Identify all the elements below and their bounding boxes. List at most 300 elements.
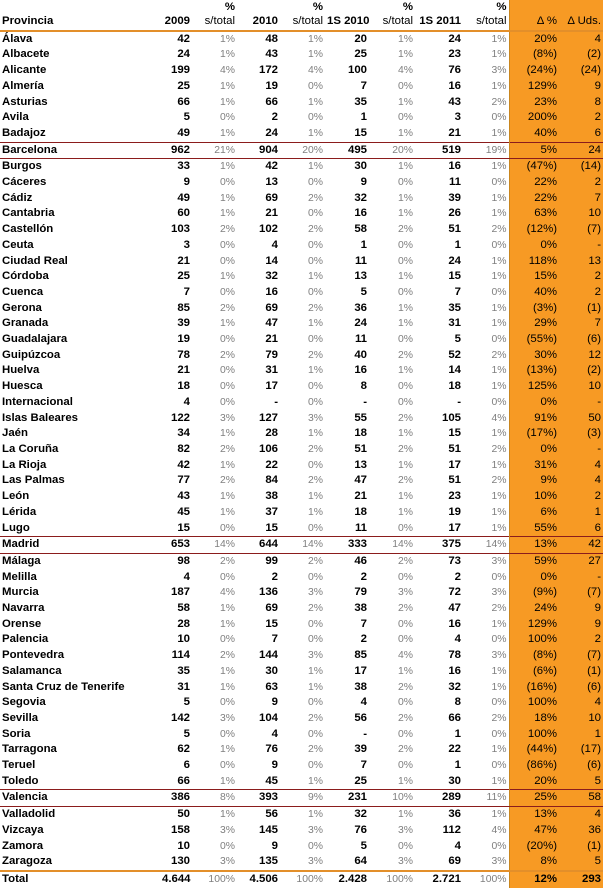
cell-stotal-1: 1%	[219, 428, 235, 440]
cell-stotal-1: 2%	[219, 443, 235, 455]
cell-1s-2010: 20	[354, 32, 367, 45]
cell-stotal-2: 0%	[307, 208, 323, 220]
cell-1s-2010: 56	[354, 711, 367, 724]
cell-2010: 2	[271, 570, 278, 583]
table-row	[0, 110, 603, 126]
cell-delta-uds: 24	[559, 142, 603, 159]
cell-stotal-2: 1%	[307, 365, 323, 377]
cell-delta-uds: (7)	[559, 585, 603, 601]
cell-stotal-4: 1%	[491, 127, 507, 139]
total-stotal-3: 100%	[369, 871, 415, 888]
cell-2009: 187	[170, 586, 190, 599]
cell-stotal-4: 1%	[491, 255, 507, 267]
cell-1s-2011: 39	[448, 191, 461, 204]
cell-stotal-1: 1%	[219, 459, 235, 471]
cell-2009: 10	[177, 633, 190, 646]
cell-stotal-2: 4%	[307, 65, 323, 77]
cell-stotal-2: 2%	[307, 712, 323, 724]
cell-2009: 50	[177, 808, 190, 821]
table-row	[0, 316, 603, 332]
cell-2009: 4	[183, 570, 190, 583]
cell-stotal-1: 1%	[219, 33, 235, 45]
cell-delta-pct: 5%	[509, 142, 559, 159]
total-2010: 4.506	[237, 871, 280, 888]
cell-delta-uds: 5	[559, 854, 603, 871]
cell-stotal-4: 1%	[491, 208, 507, 220]
cell-1s-2011: 72	[448, 586, 461, 599]
cell-delta-pct: 47%	[509, 823, 559, 839]
cell-stotal-1: 0%	[219, 571, 235, 583]
cell-stotal-2: 0%	[307, 618, 323, 630]
cell-stotal-4: 0%	[491, 177, 507, 189]
cell-stotal-3: 3%	[397, 824, 413, 836]
cell-2009: 9	[183, 176, 190, 189]
cell-2010: 16	[265, 285, 278, 298]
cell-stotal-2: 0%	[307, 728, 323, 740]
cell-delta-uds: 4	[559, 31, 603, 48]
cell-stotal-4: 0%	[491, 728, 507, 740]
cell-stotal-1: 0%	[219, 334, 235, 346]
cell-2009: 3	[183, 238, 190, 251]
table-row	[0, 332, 603, 348]
cell-2009: 49	[177, 191, 190, 204]
cell-delta-pct: 125%	[509, 379, 559, 395]
cell-delta-pct: 0%	[509, 570, 559, 586]
cell-2009: 82	[177, 442, 190, 455]
cell-delta-pct: 40%	[509, 285, 559, 301]
cell-2009: 130	[170, 855, 190, 868]
cell-2009: 653	[160, 537, 192, 554]
cell-2010: 56	[265, 808, 278, 821]
cell-stotal-4: 1%	[491, 459, 507, 471]
cell-2010: 7	[271, 633, 278, 646]
cell-1s-2011: 22	[448, 743, 461, 756]
cell-1s-2010: 16	[354, 364, 367, 377]
cell-2009: 21	[177, 254, 190, 267]
table-row	[0, 570, 603, 586]
cell-delta-uds: 10	[559, 711, 603, 727]
cell-2010: 14	[265, 254, 278, 267]
cell-provincia: Orense	[2, 617, 42, 630]
cell-stotal-4: 3%	[491, 856, 507, 868]
cell-stotal-3: 14%	[369, 537, 415, 554]
cell-2009: 42	[177, 32, 190, 45]
cell-provincia: Murcia	[2, 586, 39, 599]
cell-stotal-2: 0%	[307, 255, 323, 267]
cell-stotal-2: 1%	[307, 271, 323, 283]
cell-provincia: Valladolid	[2, 808, 56, 821]
cell-provincia: Vizcaya	[2, 823, 44, 836]
cell-provincia: Zamora	[2, 839, 44, 852]
cell-2010: 21	[265, 333, 278, 346]
cell-stotal-4: 3%	[491, 555, 507, 567]
cell-stotal-3: 1%	[397, 775, 413, 787]
cell-stotal-2: 0%	[307, 112, 323, 124]
cell-stotal-1: 1%	[219, 208, 235, 220]
cell-delta-pct: 20%	[509, 31, 559, 48]
cell-1s-2010: 5	[360, 285, 367, 298]
cell-1s-2011: 73	[448, 554, 461, 567]
cell-delta-pct: 13%	[509, 537, 559, 554]
cell-stotal-4: 4%	[491, 412, 507, 424]
table-body	[0, 31, 603, 871]
cell-stotal-2: 3%	[307, 650, 323, 662]
cell-stotal-1: 0%	[219, 112, 235, 124]
cell-2010: 4	[271, 238, 278, 251]
cell-stotal-3: 0%	[397, 255, 413, 267]
cell-stotal-2: 1%	[307, 127, 323, 139]
cell-provincia: Cantabria	[2, 207, 55, 220]
table-row	[0, 238, 603, 254]
table-row	[0, 680, 603, 696]
cell-stotal-2: 0%	[307, 396, 323, 408]
cell-1s-2010: 18	[354, 505, 367, 518]
cell-2010: 76	[265, 743, 278, 756]
cell-stotal-4: 2%	[491, 224, 507, 236]
cell-stotal-3: 1%	[397, 506, 413, 518]
cell-delta-uds: -	[559, 238, 603, 254]
cell-delta-uds: 4	[559, 807, 603, 823]
cell-stotal-1: 4%	[219, 587, 235, 599]
cell-stotal-2: 20%	[280, 142, 325, 159]
cell-stotal-4: 1%	[491, 618, 507, 630]
cell-stotal-2: 3%	[307, 412, 323, 424]
cell-2010: 136	[258, 586, 278, 599]
cell-1s-2011: 1	[454, 727, 461, 740]
cell-stotal-2: 0%	[307, 459, 323, 471]
cell-stotal-1: 0%	[219, 697, 235, 709]
cell-1s-2010: 55	[354, 411, 367, 424]
cell-stotal-4: 0%	[491, 239, 507, 251]
cell-delta-uds: 6	[559, 521, 603, 537]
cell-stotal-4: 2%	[491, 443, 507, 455]
cell-2009: 34	[177, 427, 190, 440]
cell-stotal-2: 1%	[307, 318, 323, 330]
total-stotal-2: 100%	[280, 871, 325, 888]
cell-1s-2011: 24	[448, 32, 461, 45]
cell-2009: 77	[177, 474, 190, 487]
cell-provincia: Zaragoza	[2, 855, 53, 868]
cell-stotal-2: 3%	[307, 856, 323, 868]
cell-stotal-4: 1%	[491, 381, 507, 393]
cell-stotal-3: 4%	[397, 65, 413, 77]
cell-1s-2010: 46	[354, 554, 367, 567]
cell-1s-2011: 8	[454, 696, 461, 709]
table-row	[0, 839, 603, 855]
cell-1s-2010: 25	[354, 774, 367, 787]
table-row	[0, 648, 603, 664]
cell-1s-2010: 9	[360, 176, 367, 189]
cell-provincia: Cuenca	[2, 285, 44, 298]
cell-delta-pct: (24%)	[509, 63, 559, 79]
cell-provincia: Alicante	[2, 64, 47, 77]
cell-delta-pct: 29%	[509, 316, 559, 332]
cell-1s-2010: 32	[354, 191, 367, 204]
total-1s-2011: 2.721	[415, 871, 463, 888]
cell-provincia: Cádiz	[2, 191, 33, 204]
cell-stotal-1: 2%	[219, 555, 235, 567]
cell-delta-uds: 7	[559, 316, 603, 332]
cell-delta-uds: 7	[559, 191, 603, 207]
cell-delta-pct: 13%	[509, 807, 559, 823]
cell-stotal-3: 0%	[397, 334, 413, 346]
cell-stotal-3: 1%	[397, 491, 413, 503]
cell-stotal-1: 2%	[219, 650, 235, 662]
cell-1s-2011: 21	[448, 126, 461, 139]
cell-2010: 31	[265, 364, 278, 377]
cell-2010: 904	[237, 142, 280, 159]
cell-1s-2011: 69	[448, 855, 461, 868]
cell-stotal-2: 2%	[307, 603, 323, 615]
cell-stotal-4: 0%	[491, 112, 507, 124]
cell-2010: 45	[265, 774, 278, 787]
cell-1s-2010: 38	[354, 680, 367, 693]
table-row	[0, 601, 603, 617]
cell-2010: 42	[265, 160, 278, 173]
cell-stotal-3: 1%	[397, 192, 413, 204]
cell-stotal-1: 1%	[219, 161, 235, 173]
cell-delta-uds: 27	[559, 553, 603, 569]
header-2010: 2010	[237, 14, 280, 31]
cell-stotal-4: 1%	[491, 192, 507, 204]
cell-delta-pct: (17%)	[509, 426, 559, 442]
cell-stotal-3: 1%	[397, 365, 413, 377]
table-row	[0, 206, 603, 222]
table-row	[0, 63, 603, 79]
cell-provincia: Granada	[2, 317, 49, 330]
cell-stotal-1: 1%	[219, 318, 235, 330]
table-row	[0, 175, 603, 191]
cell-1s-2011: 19	[448, 505, 461, 518]
cell-stotal-2: 0%	[307, 239, 323, 251]
cell-1s-2010: 11	[354, 521, 367, 534]
cell-1s-2010: 7	[360, 759, 367, 772]
cell-stotal-2: 0%	[307, 334, 323, 346]
cell-1s-2011: 15	[448, 427, 461, 440]
cell-stotal-4: 3%	[491, 650, 507, 662]
cell-delta-pct: (8%)	[509, 648, 559, 664]
table-row	[0, 79, 603, 95]
cell-provincia: Ceuta	[2, 238, 34, 251]
cell-stotal-4: 1%	[491, 491, 507, 503]
cell-2010: 15	[265, 521, 278, 534]
cell-2009: 19	[177, 333, 190, 346]
cell-provincia: Álava	[2, 32, 33, 45]
cell-stotal-4: 1%	[491, 49, 507, 61]
cell-2010: 13	[265, 176, 278, 189]
cell-stotal-2: 1%	[307, 96, 323, 108]
cell-2009: 45	[177, 505, 190, 518]
cell-2010: 84	[265, 474, 278, 487]
table-row	[0, 585, 603, 601]
cell-delta-pct: 24%	[509, 601, 559, 617]
cell-stotal-1: 0%	[219, 177, 235, 189]
cell-stotal-3: 0%	[397, 618, 413, 630]
cell-stotal-1: 8%	[192, 790, 237, 807]
cell-1s-2011: 66	[448, 711, 461, 724]
cell-provincia: Melilla	[2, 570, 37, 583]
table-row	[0, 758, 603, 774]
cell-stotal-4: 1%	[491, 80, 507, 92]
cell-2009: 122	[170, 411, 190, 424]
cell-1s-2011: 289	[415, 790, 463, 807]
cell-stotal-2: 0%	[307, 840, 323, 852]
table-row	[0, 269, 603, 285]
cell-stotal-4: 2%	[491, 712, 507, 724]
cell-stotal-2: 1%	[307, 809, 323, 821]
cell-stotal-3: 0%	[397, 728, 413, 740]
cell-delta-pct: 55%	[509, 521, 559, 537]
cell-2010: 38	[265, 490, 278, 503]
header-pct-4: %	[496, 1, 507, 13]
cell-2010: 79	[265, 348, 278, 361]
cell-stotal-2: 0%	[307, 286, 323, 298]
cell-2010: 66	[265, 95, 278, 108]
cell-delta-uds: 9	[559, 601, 603, 617]
cell-2009: 33	[177, 160, 190, 173]
cell-delta-pct: 118%	[509, 254, 559, 270]
cell-provincia: Málaga	[2, 554, 41, 567]
cell-delta-pct: 20%	[509, 774, 559, 790]
cell-stotal-1: 0%	[219, 840, 235, 852]
cell-1s-2010: 47	[354, 474, 367, 487]
cell-delta-pct: (16%)	[509, 680, 559, 696]
cell-1s-2010: 40	[354, 348, 367, 361]
cell-1s-2011: 5	[454, 333, 461, 346]
cell-stotal-4: 2%	[491, 603, 507, 615]
cell-2009: 5	[183, 727, 190, 740]
cell-2010: 106	[258, 442, 278, 455]
cell-stotal-2: 2%	[307, 302, 323, 314]
cell-1s-2010: 64	[354, 855, 367, 868]
table-row	[0, 348, 603, 364]
cell-stotal-2: 1%	[307, 506, 323, 518]
cell-delta-uds: 5	[559, 774, 603, 790]
cell-2010: 4	[271, 727, 278, 740]
cell-1s-2011: 52	[448, 348, 461, 361]
cell-stotal-2: 2%	[307, 475, 323, 487]
cell-provincia: Navarra	[2, 602, 45, 615]
cell-2010: 144	[258, 649, 278, 662]
total-delta-pct: 12%	[509, 871, 559, 888]
cell-1s-2010: 25	[354, 48, 367, 61]
cell-provincia: Asturias	[2, 95, 48, 108]
cell-provincia: Guadalajara	[2, 333, 68, 346]
cell-stotal-3: 1%	[397, 302, 413, 314]
cell-stotal-4: 3%	[491, 65, 507, 77]
cell-stotal-1: 0%	[219, 239, 235, 251]
cell-stotal-3: 0%	[397, 571, 413, 583]
table-row	[0, 727, 603, 743]
cell-delta-pct: 200%	[509, 110, 559, 126]
cell-2010: 30	[265, 664, 278, 677]
cell-stotal-3: 2%	[397, 349, 413, 361]
cell-provincia: Valencia	[0, 790, 160, 807]
cell-stotal-4: 1%	[491, 161, 507, 173]
cell-stotal-3: 0%	[397, 177, 413, 189]
cell-1s-2011: 23	[448, 490, 461, 503]
table-row	[0, 47, 603, 63]
cell-provincia: Gerona	[2, 301, 42, 314]
table-row	[0, 521, 603, 537]
cell-stotal-2: 1%	[307, 775, 323, 787]
table-row	[0, 142, 603, 159]
cell-stotal-4: 1%	[491, 365, 507, 377]
cell-1s-2011: 16	[448, 617, 461, 630]
cell-1s-2011: 3	[454, 111, 461, 124]
cell-1s-2011: 17	[448, 458, 461, 471]
header-stotal-2: s/total	[280, 14, 325, 31]
cell-delta-pct: (9%)	[509, 585, 559, 601]
cell-2010: 172	[258, 64, 278, 77]
cell-2010: 2	[271, 111, 278, 124]
cell-1s-2011: 26	[448, 207, 461, 220]
cell-1s-2010: 13	[354, 270, 367, 283]
cell-delta-pct: 100%	[509, 727, 559, 743]
cell-stotal-3: 2%	[397, 443, 413, 455]
cell-delta-uds: -	[559, 395, 603, 411]
cell-delta-pct: 15%	[509, 269, 559, 285]
cell-delta-pct: (6%)	[509, 664, 559, 680]
cell-delta-pct: (3%)	[509, 301, 559, 317]
cell-stotal-4: 11%	[463, 790, 509, 807]
cell-1s-2010: 85	[354, 649, 367, 662]
cell-1s-2010: 231	[325, 790, 369, 807]
cell-delta-pct: 100%	[509, 632, 559, 648]
cell-1s-2010: 79	[354, 586, 367, 599]
cell-delta-uds: 2	[559, 110, 603, 126]
cell-2009: 7	[183, 285, 190, 298]
cell-1s-2010: 38	[354, 602, 367, 615]
cell-2009: 5	[183, 696, 190, 709]
cell-1s-2011: 76	[448, 64, 461, 77]
table-row	[0, 632, 603, 648]
cell-stotal-3: 1%	[397, 809, 413, 821]
cell-1s-2010: 32	[354, 808, 367, 821]
cell-stotal-4: 0%	[491, 286, 507, 298]
cell-2010: 393	[237, 790, 280, 807]
cell-2009: 39	[177, 317, 190, 330]
cell-1s-2010: 1	[360, 238, 367, 251]
cell-provincia: La Rioja	[2, 458, 47, 471]
cell-delta-pct: 25%	[509, 790, 559, 807]
table-row	[0, 442, 603, 458]
cell-stotal-2: 1%	[307, 49, 323, 61]
cell-delta-pct: 59%	[509, 553, 559, 569]
cell-stotal-3: 1%	[397, 161, 413, 173]
cell-delta-uds: 4	[559, 695, 603, 711]
cell-1s-2011: 112	[442, 823, 461, 836]
cell-delta-pct: 0%	[509, 395, 559, 411]
cell-stotal-3: 10%	[369, 790, 415, 807]
cell-1s-2011: 2	[454, 570, 461, 583]
cell-2009: 35	[177, 664, 190, 677]
cell-2009: 962	[160, 142, 192, 159]
cell-provincia: Huelva	[2, 364, 40, 377]
cell-stotal-1: 2%	[219, 349, 235, 361]
header-pct-3: %	[402, 1, 413, 13]
cell-delta-pct: 91%	[509, 411, 559, 427]
cell-2010: 644	[237, 537, 280, 554]
cell-2010: 69	[265, 191, 278, 204]
cell-1s-2011: 51	[448, 442, 461, 455]
cell-stotal-3: 2%	[397, 412, 413, 424]
cell-2009: 78	[177, 348, 190, 361]
cell-stotal-3: 0%	[397, 634, 413, 646]
cell-stotal-1: 1%	[219, 49, 235, 61]
cell-2010: 104	[258, 711, 278, 724]
cell-stotal-4: 4%	[491, 824, 507, 836]
